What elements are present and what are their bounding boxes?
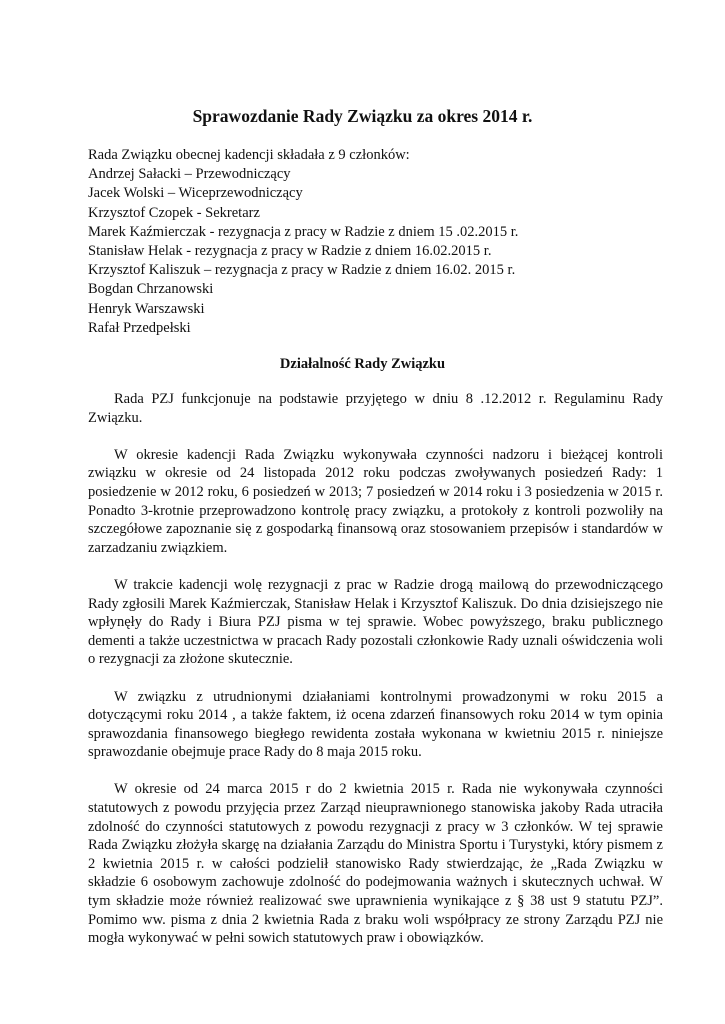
member-line: Krzysztof Kaliszuk – rezygnacja z pracy w Radzie z dniem 16.02. 2015 r. bbox=[88, 262, 516, 279]
member-line: Rafał Przedpełski bbox=[88, 319, 191, 336]
member-line: Henryk Warszawski bbox=[88, 300, 205, 317]
member-line: Bogdan Chrzanowski bbox=[88, 281, 214, 298]
member-line: Krzysztof Czopek - Sekretarz bbox=[88, 204, 260, 221]
paragraph: W okresie od 24 marca 2015 r do 2 kwietnia 2015 r. Rada nie wykonywała czynności statutowych z powodu przyjęcia przez Zarząd nieuprawnionego stanowiska jakoby Rada utraciła zdolność do czynności statutowych z powodu rezygnacji z pracy w 3 członków. W tej sprawie Rada Związku złożyła skargę na działania Zarządu do Ministra Sportu i Turystyki, który pismem z 2 kwietnia 2015 r. w całości podzielił stanowisko Rady stwierdzając, że „Rada Związku w składzie 6 osobowym zachowuje zdolność do podejmowania ważnych i skutecznych uchwał. W tym składzie może również realizować swe uprawnienia wynikające z § 38 ust 9 statutu PZJ”. Pomimo ww. pisma z dnia 2 kwietnia Rada z braku woli współpracy ze strony Zarządu PZJ nie mogła wykonywać w pełni sowich statutowych praw i obowiązków. bbox=[88, 781, 663, 947]
member-line: Stanisław Helak - rezygnacja z pracy w Radzie z dniem 16.02.2015 r. bbox=[88, 243, 492, 260]
paragraph: Rada PZJ funkcjonuje na podstawie przyjętego w dniu 8 .12.2012 r. Regulaminu Rady Związku. bbox=[88, 391, 663, 426]
paragraph: W związku z utrudnionymi działaniami kontrolnymi prowadzonymi w roku 2015 a dotyczącymi roku 2014 , a także faktem, iż ocena zdarzeń finansowych roku 2014 w tym opinia sprawozdania finansowego biegłego rewidenta została wykonana w kwietniu 2015 r. niniejsze sprawozdanie obejmuje prace Rady do 8 maja 2015 roku. bbox=[88, 688, 663, 761]
paragraph: W trakcie kadencji wolę rezygnacji z prac w Radzie drogą mailową do przewodniczącego Rady zgłosili Marek Kaźmierczak, Stanisław Helak i Krzysztof Kaliszuk. Do dnia dzisiejszego nie wpłynęły do Rady i Biura PZJ pisma w tej sprawie. Wobec powyższego, braku publicznego dementi a także uczestnictwa w pracach Rady pozostali członkowie Rady uznali oświdczenia woli o rezygnacji za złożone skutecznie. bbox=[88, 576, 663, 668]
intro-line: Rada Związku obecnej kadencji składała z 9 członków: bbox=[88, 147, 410, 163]
council-members-list bbox=[88, 146, 663, 338]
document-title: Sprawozdanie Rady Związku za okres 2014 r. bbox=[192, 106, 533, 126]
member-line: Marek Kaźmierczak - rezygnacja z pracy w Radzie z dniem 15 .02.2015 r. bbox=[88, 223, 519, 240]
member-line: Jacek Wolski – Wiceprzewodniczący bbox=[88, 185, 303, 202]
member-line: Andrzej Sałacki – Przewodniczący bbox=[88, 166, 291, 183]
section-heading: Działalność Rady Związku bbox=[279, 356, 446, 372]
body-text bbox=[88, 390, 663, 966]
paragraph: W okresie kadencji Rada Związku wykonywała czynności nadzoru i bieżącej kontroli związku w okresie od 24 listopada 2012 roku podczas zwoływanych posiedzeń Rady: 1 posiedzenie w 2012 roku, 6 posiedzeń w 2013; 7 posiedzeń w 2014 roku i 3 posiedzenia w 2015 r. Ponadto 3-krotnie przeprowadzono kontrolę pracy związku, a protokoły z kontroli pozwoliły na szczegółowe zapoznanie się z gospodarką finansową oraz stosowaniem przepisów i standardów w zarzadzaniu związkiem. bbox=[88, 446, 663, 556]
